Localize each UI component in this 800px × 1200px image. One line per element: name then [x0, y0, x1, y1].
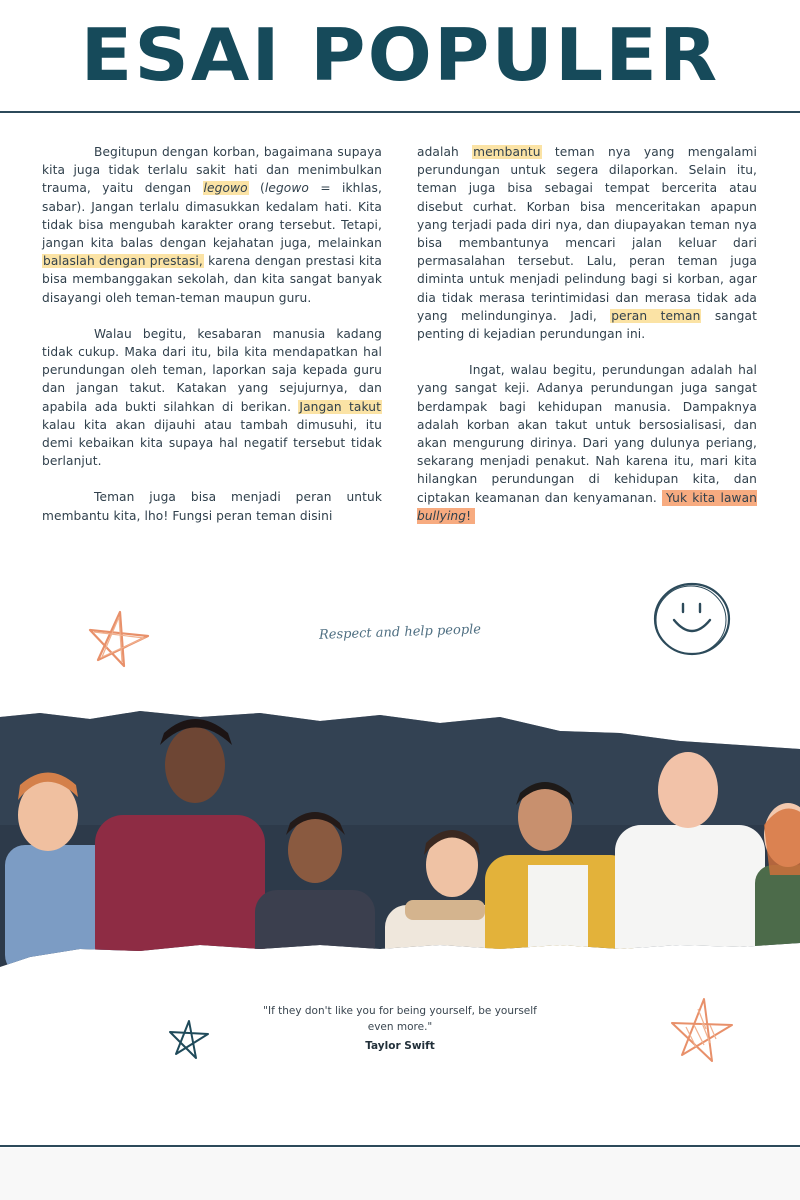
- left-paragraph-2: [42, 325, 382, 471]
- star-doodle-icon: [84, 608, 154, 670]
- highlight-legowo: legowo: [203, 181, 248, 196]
- text-span: Ingat, walau begitu, perundungan adalah hal yang sangat keji. Adanya perundungan juga sangat berdampak bagi kehidupan manusia. Dampaknya adalah korban akan takut untuk bersosialisasi, dan akan mengurung dirinya. Dari yang dulunya periang, sekarang menjadi penakut. Nah karena itu, mari kita hilangkan perundungan di kehidupan kita, dan ciptakan keamanan dan kenyamanan.: [417, 363, 757, 505]
- text-span: Begitupun dengan korban, bagaimana supaya kita juga tidak terlalu sakit hati dan menimbulkan trauma, yaitu dengan: [42, 145, 382, 196]
- right-column: [417, 143, 757, 543]
- highlight-jangan-takut: Jangan takut: [299, 399, 381, 414]
- cta-text: Yuk kita lawan: [666, 490, 758, 505]
- left-column: [42, 143, 382, 543]
- group-photo: [0, 705, 800, 975]
- tagline: Respect and help people: [318, 622, 482, 643]
- quote-text: "If they don't like you for being yourself, be yourself even more.": [263, 1005, 537, 1033]
- highlight-peran-teman: peran teman: [611, 308, 701, 323]
- footer-divider: [0, 1145, 800, 1147]
- cta-end: !: [466, 508, 472, 523]
- cta-italic: bullying: [417, 508, 467, 523]
- left-paragraph-3: [42, 488, 382, 524]
- text-span: sangat penting di kejadian perundungan ini.: [417, 308, 757, 342]
- right-paragraph-1: [417, 143, 757, 343]
- text-span: karena dengan prestasi kita bisa membanggakan sekolah, dan kita sangat banyak disayangi oleh teman-teman maupun guru.: [42, 254, 382, 305]
- quote-author: Taylor Swift: [365, 1040, 435, 1052]
- text-span: adalah: [417, 145, 473, 159]
- text-span: (: [248, 181, 265, 196]
- text-span: teman nya yang mengalami perundungan untuk segera dilaporkan. Selain itu, teman juga bisa sebagai tempat bercerita atau disebut curhat. Korban bisa menceritakan apapun yang terjadi pada diri nya, dan diupayakan teman nya bisa membantunya mencari jalan keluar dari permasalahan tersebut. Lalu, peran teman juga diminta untuk menjadi pelindung bagi si korban, agar dia tidak merasa terintimidasi dan merasa tidak ada yang melindunginya. Jadi,: [417, 145, 758, 323]
- right-paragraph-2: [417, 361, 757, 525]
- header-divider: [0, 111, 800, 113]
- text-span: Walau begitu, kesabaran manusia kadang tidak cukup. Maka dari itu, bila kita mendapatkan hal perundungan oleh teman, laporkan saja kepada guru dan jangan takut. Katakan yang sejujurnya, dan apabila ada bukti silahkan di berikan.: [42, 326, 382, 414]
- star-doodle-icon: [666, 995, 738, 1065]
- text-span: Teman juga bisa menjadi peran untuk membantu kita, lho! Fungsi peran teman disini: [42, 490, 382, 523]
- italic-legowo: legowo: [264, 181, 309, 196]
- text-span: = ikhlas, sabar). Jangan terlalu dimasukkan kedalam hati. Kita tidak bisa mengubah karakter orang tersebut. Tetapi, jangan kita balas dengan kejahatan juga, melainkan: [42, 181, 382, 251]
- smiley-doodle-icon: [650, 580, 734, 660]
- highlight-prestasi: balaslah dengan prestasi,: [43, 254, 203, 269]
- text-span: kalau kita akan dijauhi atau tambah dimusuhi, itu demi kebaikan kita supaya hal negatif tersebut tidak berlanjut.: [42, 417, 382, 469]
- footer-band: [0, 1148, 800, 1200]
- highlight-membantu: membantu: [473, 145, 541, 159]
- left-paragraph-1: [42, 143, 382, 307]
- page-title: ESAI POPULER: [80, 13, 720, 97]
- star-outline-icon: [166, 1018, 212, 1060]
